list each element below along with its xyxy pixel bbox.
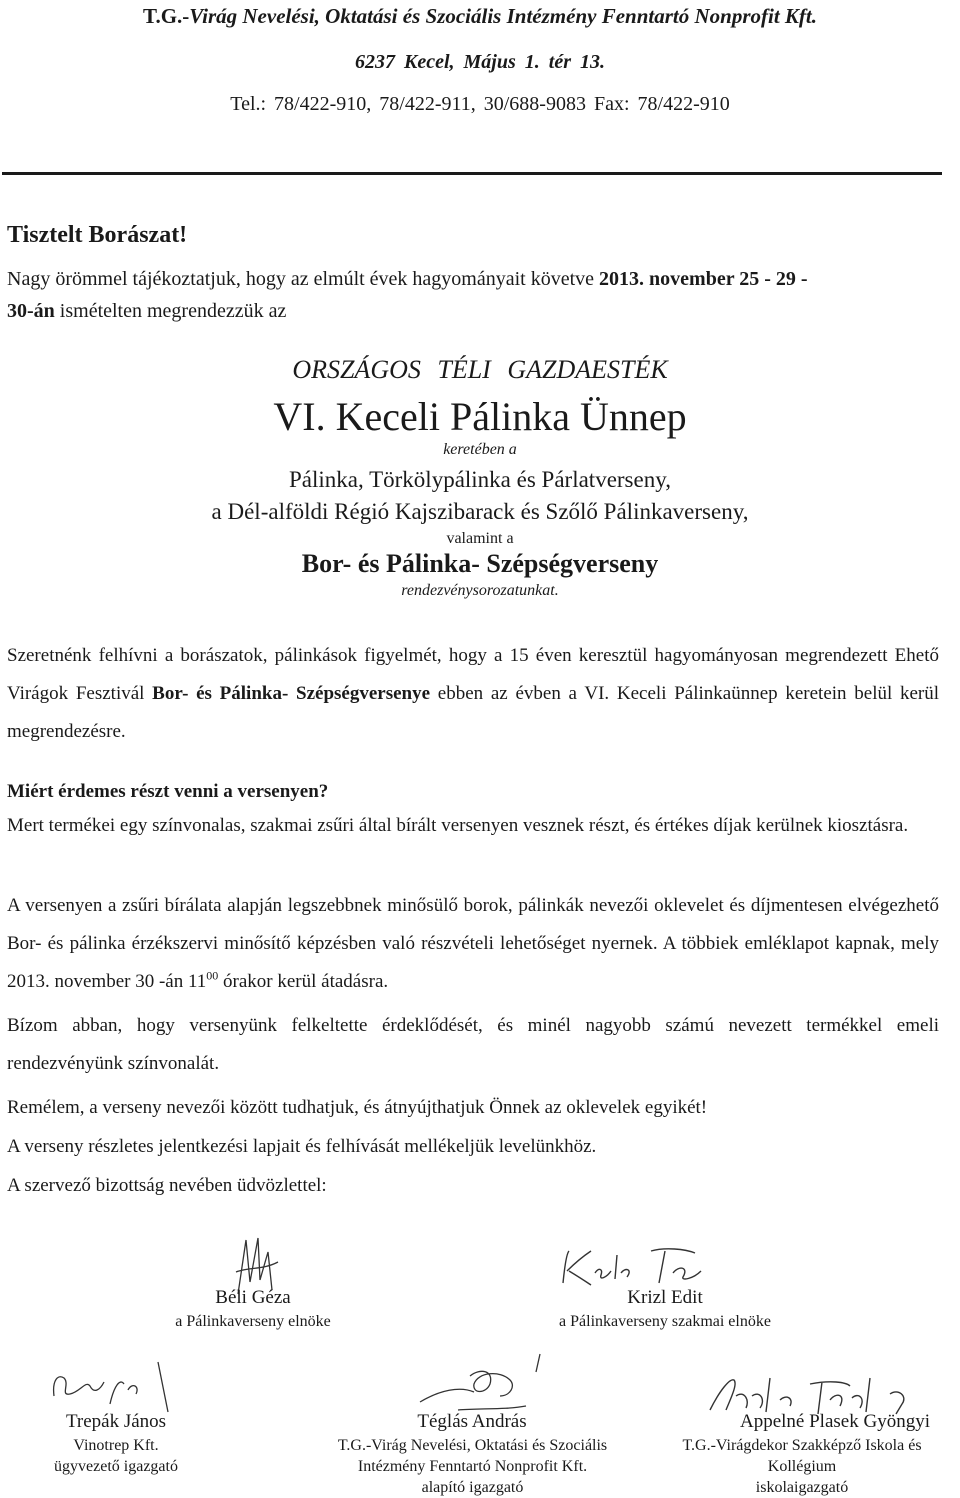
organization-name xyxy=(0,4,960,29)
address: 6237 Kecel, Május 1. tér 13. xyxy=(355,51,605,73)
p1-bold: Bor- és Pálinka- Szépségversenye xyxy=(152,683,431,704)
and-word: valamint a xyxy=(446,530,514,547)
signatory-name-5: Appelné Plasek Gyöngyi xyxy=(740,1411,930,1432)
p1-text-b: ebben az évben a VI. Keceli Pálinkaünnep keretein belül kerül megrendezésre. xyxy=(7,683,940,742)
signatory-role-3a: Vinotrep Kft. xyxy=(73,1437,159,1454)
paragraph-invitation xyxy=(7,637,939,751)
signatory-role-4a: T.G.-Virág Nevelési, Oktatási és Szociális xyxy=(337,1437,608,1454)
series-word: rendezvénysorozatunkat. xyxy=(401,582,559,599)
greeting: Tisztelt Borászat! xyxy=(7,222,188,248)
signature-trepak xyxy=(40,1356,180,1416)
question-heading: Miért érdemes részt venni a versenyen? xyxy=(7,781,329,802)
festival-title: VI. Keceli Pálinka Ünnep xyxy=(273,394,687,439)
signature-krizl xyxy=(555,1243,720,1293)
paragraph-reason: Mert termékei egy színvonalas, szakmai zsűri által bírált versenyen vesznek részt, és értékes díjak kerülnek kiosztásra. xyxy=(7,815,909,836)
org-name-italic: Virág Nevelési, Oktatási és Szociális Intézmény Fenntartó Nonprofit Kft. xyxy=(189,4,817,28)
intro-line-1 xyxy=(7,268,808,291)
org-prefix: T.G.- xyxy=(143,4,190,28)
paragraph-attachments: A verseny részletes jelentkezési lapjait és felhívását mellékeljük levelünkhöz. xyxy=(7,1136,597,1157)
signatory-role-5a: T.G.-Virágdekor Szakképző Iskola és xyxy=(682,1437,922,1454)
intro-text: Nagy örömmel tájékoztatjuk, hogy az elmúlt évek hagyományait követve xyxy=(7,268,600,290)
intro-line-2 xyxy=(7,300,286,323)
p3-text-a: A versenyen a zsűri bírálata alapján legszebbnek minősülő borok, pálinkák nevezői oklevelet és díjmentesen elvégezhető Bor- és pálinka érzékszervi minősítő képzésben való részvételi lehetőséget nyernek. A többiek emléklapot kapnak, mely 2013. november 30 -án 11 xyxy=(7,895,939,992)
signatory-role-5b: Kollégium xyxy=(767,1458,837,1475)
signatory-role-4b: Intézmény Fenntartó Nonprofit Kft. xyxy=(357,1458,588,1475)
signatory-name-4: Téglás András xyxy=(417,1411,527,1432)
intro-text-2: ismételten megrendezzük az xyxy=(54,300,287,322)
signature-teglas xyxy=(400,1350,550,1420)
intro-date-end: 30-án xyxy=(7,300,55,322)
beauty-contest-title: Bor- és Pálinka- Szépségverseny xyxy=(301,549,659,578)
fair-title: ORSZÁGOS TÉLI GAZDAESTÉK xyxy=(292,355,668,384)
paragraph-wish: Remélem, a verseny nevezői között tudhatjuk, és átnyújthatjuk Önnek az oklevelek egyikét! xyxy=(7,1097,708,1118)
competition-2: a Dél-alföldi Régió Kajszibarack és Szőlő Pálinkaverseny, xyxy=(211,499,749,524)
competition-1: Pálinka, Törkölypálinka és Párlatverseny, xyxy=(289,467,671,492)
p3-text-b: órakor kerül átadásra. xyxy=(218,971,389,992)
signatory-name-2: Krizl Edit xyxy=(627,1287,703,1308)
frame-word: keretében a xyxy=(443,441,517,458)
paragraph-awards xyxy=(7,887,939,1001)
signatory-role-1: a Pálinkaverseny elnöke xyxy=(175,1313,331,1330)
paragraph-closing: A szervező bizottság nevében üdvözlettel: xyxy=(7,1175,327,1196)
header-divider xyxy=(2,172,942,175)
signatory-name-1: Béli Géza xyxy=(215,1287,291,1308)
p1-text-a: Szeretnénk felhívni a borászatok, pálinkások figyelmét, hogy a 15 éven keresztül hagyományosan megrendezett Ehető Virágok Fesztivál xyxy=(7,645,939,704)
paragraph-hope: Bízom abban, hogy versenyünk felkeltette érdeklődését, és minél nagyobb számú nevezett termékkel emeli rendezvényünk színvonalát. xyxy=(7,1015,939,1074)
signatory-role-3b: ügyvezető igazgató xyxy=(54,1458,178,1475)
signatory-role-2: a Pálinkaverseny szakmai elnöke xyxy=(559,1313,771,1330)
signatory-name-3: Trepák János xyxy=(65,1411,167,1432)
signatory-role-4c: alapító igazgató xyxy=(421,1479,524,1496)
p3-superscript: 00 xyxy=(206,968,219,983)
phone-fax-line: Tel.: 78/422-910, 78/422-911, 30/688-9083 Fax: 78/422-910 xyxy=(230,93,730,115)
intro-dates: 2013. november 25 - 29 - xyxy=(599,268,808,290)
signatory-role-5c: iskolaigazgató xyxy=(755,1479,849,1496)
